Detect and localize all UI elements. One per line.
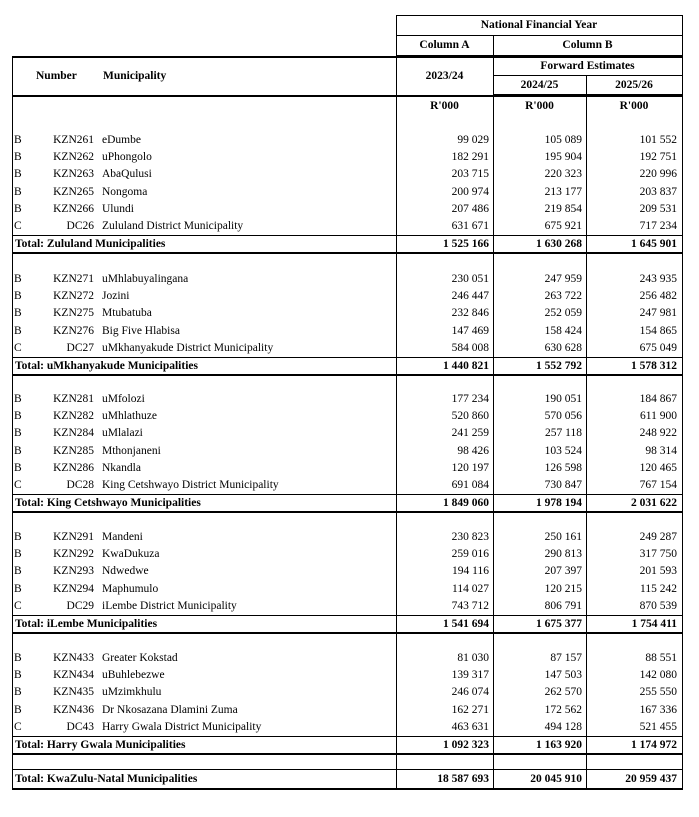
section-total-2023-24: 1 525 166 [443,238,489,251]
row-number: KZN284 [53,427,94,440]
header-vertical-rule [12,56,13,119]
section-total-label: Total: Zululand Municipalities [15,238,166,251]
row-category: B [14,324,22,337]
row-number: KZN435 [53,686,94,699]
row-category: B [14,393,22,405]
row-category: B [14,461,22,474]
row-municipality: uMhlabuyalingana [102,273,189,285]
row-number: DC29 [66,599,94,612]
header-rule [493,75,683,76]
row-value-2023-24: 81 030 [457,652,489,664]
row-municipality: KwaDukuza [102,548,160,561]
row-value-2024-25: 220 323 [544,168,582,181]
row-municipality: Big Five Hlabisa [102,324,180,337]
row-value-2024-25: 730 847 [544,479,582,491]
total-bottom-rule [12,511,683,513]
row-number: KZN434 [53,669,94,682]
column-vertical-rule [396,755,397,769]
row-value-2023-24: 691 084 [451,479,489,491]
row-value-2023-24: 743 712 [451,599,489,612]
column-vertical-rule [493,513,494,634]
row-value-2024-25: 806 791 [544,599,582,612]
row-municipality: uMfolozi [102,393,145,405]
row-value-2025-26: 521 455 [639,720,677,733]
row-value-2024-25: 190 051 [544,393,582,405]
row-category: C [14,479,22,491]
row-category: B [14,652,22,664]
row-value-2025-26: 248 922 [639,427,677,440]
row-value-2024-25: 213 177 [544,185,582,198]
row-category: C [14,599,22,612]
row-value-2025-26: 611 900 [640,410,677,423]
row-value-2024-25: 120 215 [544,582,582,595]
row-value-2025-26: 154 865 [639,324,677,337]
column-vertical-rule [493,376,494,513]
row-value-2023-24: 584 008 [451,341,489,354]
row-number: KZN285 [53,444,94,457]
header-year-a: 2023/24 [425,70,464,82]
column-vertical-rule [682,119,683,254]
row-value-2024-25: 207 397 [544,565,582,578]
row-value-2023-24: 246 074 [451,686,489,699]
column-vertical-rule [493,755,494,769]
row-municipality: Ulundi [102,202,134,215]
header-unit-b1: R'000 [525,100,554,112]
row-category: B [14,582,22,595]
row-category: B [14,669,22,682]
column-vertical-rule [682,755,683,769]
row-number: KZN282 [53,410,94,423]
grand-total-top-rule [12,769,683,770]
row-value-2023-24: 139 317 [451,669,489,682]
row-category: B [14,290,22,303]
row-category: B [14,565,22,578]
header-unit-a: R'000 [430,100,459,112]
section-total-2025-26: 1 754 411 [631,618,677,630]
row-value-2024-25: 675 921 [544,220,582,232]
row-municipality: Mandeni [102,531,143,543]
row-category: B [14,703,22,716]
row-category: B [14,168,22,181]
row-value-2025-26: 88 551 [645,652,677,664]
row-value-2024-25: 263 722 [544,290,582,303]
row-category: B [14,686,22,699]
row-number: KZN262 [53,151,94,164]
section-total-label: Total: uMkhanyakude Municipalities [15,360,198,372]
row-value-2024-25: 290 813 [544,548,582,561]
row-number: KZN433 [53,652,94,664]
header-bottom-rule [12,95,683,97]
section-total-2023-24: 1 541 694 [443,618,489,630]
row-category: B [14,151,22,164]
column-vertical-rule [682,634,683,755]
row-value-2023-24: 463 631 [451,720,489,733]
row-value-2024-25: 195 904 [544,151,582,164]
row-value-2023-24: 246 447 [451,290,489,303]
row-number: KZN266 [53,202,94,215]
header-forward-estimates: Forward Estimates [540,60,635,72]
row-municipality: uMhlathuze [102,410,157,423]
row-value-2023-24: 200 974 [451,185,489,198]
row-category: C [14,341,22,354]
row-municipality: Zululand District Municipality [102,220,244,232]
section-total-label: Total: King Cetshwayo Municipalities [15,497,201,510]
header-municipality: Municipality [103,70,167,82]
row-category: B [14,427,22,440]
header-column-a: Column A [419,39,470,51]
header-column-b: Column B [562,39,613,51]
row-category: B [14,185,22,198]
column-vertical-rule [586,755,587,769]
header-number: Number [36,70,77,82]
row-category: B [14,202,22,215]
row-category: B [14,444,22,457]
column-vertical-rule [396,254,397,376]
row-value-2024-25: 257 118 [545,427,582,440]
header-unit-b2: R'000 [619,100,649,112]
total-bottom-rule [12,252,683,254]
row-number: KZN265 [53,185,94,198]
row-category: B [14,273,22,285]
row-value-2023-24: 120 197 [451,461,489,474]
row-municipality: uMlalazi [102,427,143,440]
header-year-b1: 2024/25 [520,79,559,91]
row-municipality: uMkhanyakude District Municipality [102,341,274,354]
row-value-2025-26: 675 049 [639,341,677,354]
row-number: KZN261 [53,134,94,146]
column-vertical-rule [493,119,494,254]
section-total-label: Total: iLembe Municipalities [15,618,158,630]
row-municipality: King Cetshwayo District Municipality [102,479,279,491]
column-vertical-rule [586,254,587,376]
row-number: DC27 [66,341,94,354]
row-number: DC26 [66,220,94,232]
column-vertical-rule [12,634,13,755]
row-category: B [14,134,22,146]
section-total-2023-24: 1 440 821 [443,360,489,372]
row-value-2025-26: 101 552 [639,134,677,146]
row-value-2025-26: 167 336 [639,703,677,716]
header-year-b2: 2025/26 [615,79,653,91]
row-category: C [14,220,22,232]
section-total-2025-26: 2 031 622 [631,497,677,510]
section-total-2025-26: 1 174 972 [631,739,677,751]
row-municipality: Jozini [102,290,130,303]
row-value-2025-26: 256 482 [639,290,677,303]
row-municipality: uBuhlebezwe [102,669,165,682]
row-value-2023-24: 230 051 [451,273,489,285]
row-value-2025-26: 192 751 [639,151,677,164]
row-municipality: AbaQulusi [102,168,152,181]
grand-total-2025-26: 20 959 437 [625,773,677,785]
row-value-2023-24: 241 259 [451,427,489,440]
row-municipality: Mthonjaneni [102,444,161,457]
row-value-2024-25: 158 424 [544,324,582,337]
row-category: B [14,548,22,561]
column-vertical-rule [586,376,587,513]
column-vertical-rule [682,376,683,513]
row-value-2025-26: 717 234 [639,220,677,232]
row-value-2024-25: 87 157 [550,652,582,664]
row-number: KZN272 [53,290,94,303]
section-total-2024-25: 1 978 194 [536,497,582,510]
row-value-2024-25: 630 628 [544,341,582,354]
row-value-2025-26: 184 867 [639,393,677,405]
column-vertical-rule [12,769,13,790]
column-vertical-rule [493,634,494,755]
column-vertical-rule [12,755,13,769]
row-value-2025-26: 255 550 [639,686,677,699]
row-value-2025-26: 870 539 [639,599,677,612]
row-municipality: Ndwedwe [102,565,149,578]
grand-total-2023-24: 18 587 693 [437,773,489,785]
column-vertical-rule [586,119,587,254]
row-value-2023-24: 147 469 [451,324,489,337]
row-category: C [14,720,22,733]
row-value-2024-25: 494 128 [544,720,582,733]
row-value-2023-24: 177 234 [451,393,489,405]
column-vertical-rule [682,254,683,376]
total-bottom-rule [12,374,683,376]
column-vertical-rule [396,634,397,755]
row-value-2025-26: 142 080 [639,669,677,682]
row-value-2023-24: 98 426 [457,444,489,457]
column-vertical-rule [682,769,683,790]
column-vertical-rule [586,513,587,634]
header-rule-thick [12,56,683,58]
row-value-2023-24: 259 016 [451,548,489,561]
column-vertical-rule [396,376,397,513]
row-value-2025-26: 203 837 [639,185,677,198]
row-value-2023-24: 99 029 [457,134,489,146]
row-value-2025-26: 243 935 [639,273,677,285]
grand-total-2024-25: 20 045 910 [530,773,582,785]
row-value-2023-24: 114 027 [452,582,489,595]
row-value-2023-24: 207 486 [451,202,489,215]
section-total-2024-25: 1 552 792 [536,360,582,372]
row-value-2023-24: 182 291 [451,151,489,164]
row-number: DC28 [66,479,94,491]
column-vertical-rule [12,376,13,513]
row-value-2023-24: 232 846 [451,307,489,320]
section-total-2024-25: 1 163 920 [536,739,582,751]
total-bottom-rule [12,753,683,755]
row-category: B [14,531,22,543]
row-value-2023-24: 162 271 [451,703,489,716]
grand-total-label: Total: KwaZulu-Natal Municipalities [15,773,198,785]
row-municipality: Nongoma [102,185,148,198]
column-vertical-rule [396,119,397,254]
row-value-2023-24: 631 671 [451,220,489,232]
row-number: KZN275 [53,307,94,320]
column-vertical-rule [12,513,13,634]
column-vertical-rule [12,254,13,376]
row-municipality: Greater Kokstad [102,652,178,664]
header-vertical-rule [682,15,683,119]
total-top-rule [12,357,683,358]
row-municipality: eDumbe [102,134,141,146]
row-municipality: Mtubatuba [102,307,152,320]
column-vertical-rule [396,513,397,634]
total-top-rule [12,235,683,236]
column-vertical-rule [493,254,494,376]
row-municipality: uMzimkhulu [102,686,162,699]
row-municipality: uPhongolo [102,151,152,164]
row-value-2023-24: 203 715 [451,168,489,181]
row-municipality: Dr Nkosazana Dlamini Zuma [102,703,238,716]
row-number: KZN292 [53,548,94,561]
section-total-label: Total: Harry Gwala Municipalities [15,739,186,751]
section-total-2025-26: 1 645 901 [631,238,677,251]
row-number: KZN291 [53,531,94,543]
header-rule [396,35,683,36]
row-value-2024-25: 252 059 [544,307,582,320]
row-value-2025-26: 115 242 [640,582,677,595]
section-total-2023-24: 1 849 060 [443,497,489,510]
row-number: KZN286 [53,461,94,474]
section-total-2025-26: 1 578 312 [631,360,677,372]
row-value-2023-24: 520 860 [451,410,489,423]
section-total-2024-25: 1 630 268 [536,238,582,251]
row-value-2024-25: 250 161 [544,531,582,543]
total-top-rule [12,615,683,616]
row-value-2023-24: 230 823 [451,531,489,543]
row-number: DC43 [66,720,94,733]
row-number: KZN294 [53,582,94,595]
row-municipality: Nkandla [102,461,141,474]
column-vertical-rule [12,119,13,254]
row-value-2024-25: 126 598 [544,461,582,474]
row-value-2025-26: 317 750 [639,548,677,561]
column-vertical-rule [586,634,587,755]
row-municipality: iLembe District Municipality [102,599,237,612]
row-value-2025-26: 247 981 [639,307,677,320]
row-value-2024-25: 147 503 [544,669,582,682]
header-national-financial-year: National Financial Year [480,19,598,31]
row-value-2025-26: 120 465 [639,461,677,474]
row-category: B [14,410,22,423]
column-vertical-rule [682,513,683,634]
row-value-2025-26: 98 314 [645,444,677,457]
row-value-2024-25: 105 089 [544,134,582,146]
row-value-2024-25: 247 959 [544,273,582,285]
section-total-2024-25: 1 675 377 [536,618,582,630]
row-value-2024-25: 262 570 [544,686,582,699]
grand-total-bottom-rule [12,788,683,790]
row-value-2024-25: 219 854 [544,202,582,215]
row-municipality: Maphumulo [102,582,159,595]
row-number: KZN436 [53,703,94,716]
total-top-rule [12,736,683,737]
row-number: KZN293 [53,565,94,578]
row-value-2024-25: 103 524 [544,444,582,457]
row-value-2025-26: 767 154 [639,479,677,491]
section-total-2023-24: 1 092 323 [443,739,489,751]
row-number: KZN281 [53,393,94,405]
row-value-2025-26: 209 531 [639,202,677,215]
header-top-rule [396,15,683,16]
row-number: KZN271 [53,273,94,285]
total-bottom-rule [12,632,683,634]
row-category: B [14,307,22,320]
row-number: KZN276 [53,324,94,337]
row-number: KZN263 [53,168,94,181]
row-value-2024-25: 570 056 [544,410,582,423]
row-value-2024-25: 172 562 [544,703,582,716]
row-value-2025-26: 201 593 [639,565,677,578]
total-top-rule [12,494,683,495]
row-value-2023-24: 194 116 [452,565,489,578]
row-value-2025-26: 249 287 [639,531,677,543]
row-value-2025-26: 220 996 [639,168,677,181]
row-municipality: Harry Gwala District Municipality [102,720,262,733]
